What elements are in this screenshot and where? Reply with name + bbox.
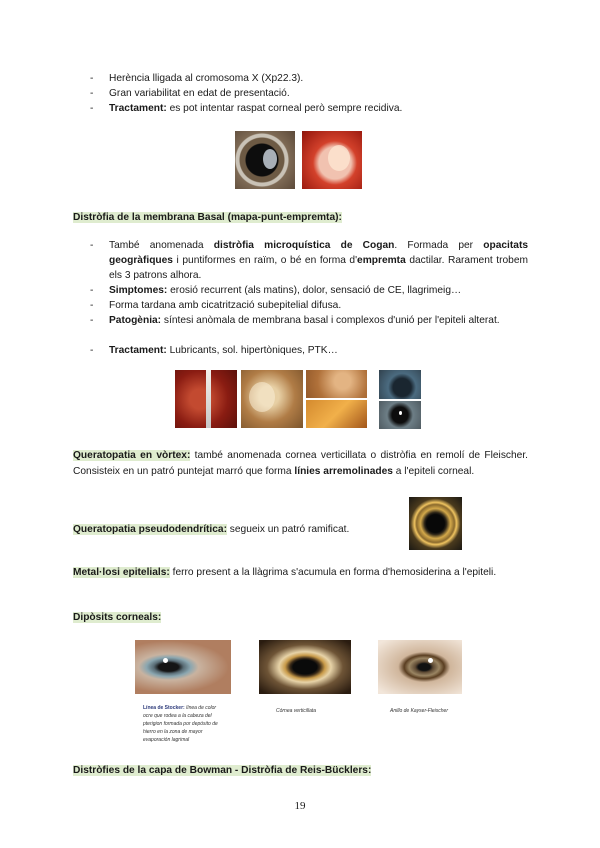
list-item: - Gran variabilitat en edat de presentació. — [90, 88, 290, 99]
eye-photo-slit-lamp — [235, 131, 295, 189]
eye-photo-kayser-fleischer-ring — [378, 640, 462, 694]
list-item: - Simptomes: erosió recurrent (als matins), dolor, sensació de CE, llagrimeig… — [90, 285, 462, 296]
caption-stocker-line: Línea de Stocker: línea de color ocre que rodea a la cabeza del pterigion formada por depósito de hierro en la zona de mayor evaporación lagrimal — [143, 705, 218, 743]
list-item: - Tractament: Lubricants, sol. hipertòniques, PTK… — [90, 345, 338, 356]
paragraph-vortex-keratopathy: Queratopatia en vòrtex: també anomenada cornea verticillata o distròfia en remolí de Fleischer. Consisteix en un patró puntejat marró que forma línies arremolinades a l'epiteli corneal. — [73, 450, 528, 477]
eye-photo-pseudodendritic — [409, 497, 462, 550]
heading-basal-membrane: Distròfia de la membrana Basal (mapa-punt-empremta): — [73, 212, 342, 223]
eye-photo-red-slit — [175, 370, 237, 428]
eye-photo-iris-bottom — [379, 401, 421, 429]
page-number: 19 — [294, 800, 306, 812]
eye-photo-iris-top — [379, 370, 421, 399]
eye-photo-dot-pattern — [306, 370, 367, 398]
list-item: - Forma tardana amb cicatrització subepitelial difusa. — [90, 300, 342, 311]
eye-photo-cornea-verticillata — [259, 640, 351, 694]
paragraph-metallosis: Metal·losi epitelials: ferro present a la llàgrima s'acumula en forma d'hemosiderina a l'epiteli. — [73, 567, 497, 578]
heading-corneal-deposits: Dipòsits corneals: — [73, 612, 162, 623]
list-item: - Patogènia: síntesi anòmala de membrana basal i complexos d'unió per l'epiteli alterat. — [90, 315, 500, 326]
list-item: - Tractament: es pot intentar raspat corneal però sempre recidiva. — [90, 103, 403, 114]
eye-photo-fingerprint-pattern — [306, 400, 367, 428]
eye-photo-retro-illumination — [302, 131, 362, 189]
eye-photo-stocker-line — [135, 640, 231, 694]
list-item: - També anomenada distròfia microquística de Cogan. Formada per opacitats geogràfiques i puntiformes en raïm, o bé en forma d'empremta dactilar. Rarament trobem els 3 patrons alhora. — [90, 240, 529, 281]
list-item: - Herència lligada al cromosoma X (Xp22.3). — [90, 73, 304, 84]
caption-kayser-fleischer: Anillo de Kayser-Fleischer — [390, 708, 448, 714]
eye-photo-map-pattern — [241, 370, 303, 428]
heading-bowman-dystrophies: Distròfies de la capa de Bowman - Distròfia de Reis-Bücklers: — [73, 765, 372, 776]
paragraph-pseudodendritic: Queratopatia pseudodendrítica: segueix un patró ramificat. — [73, 524, 350, 535]
caption-cornea-verticillata: Córnea verticillata — [276, 708, 317, 714]
